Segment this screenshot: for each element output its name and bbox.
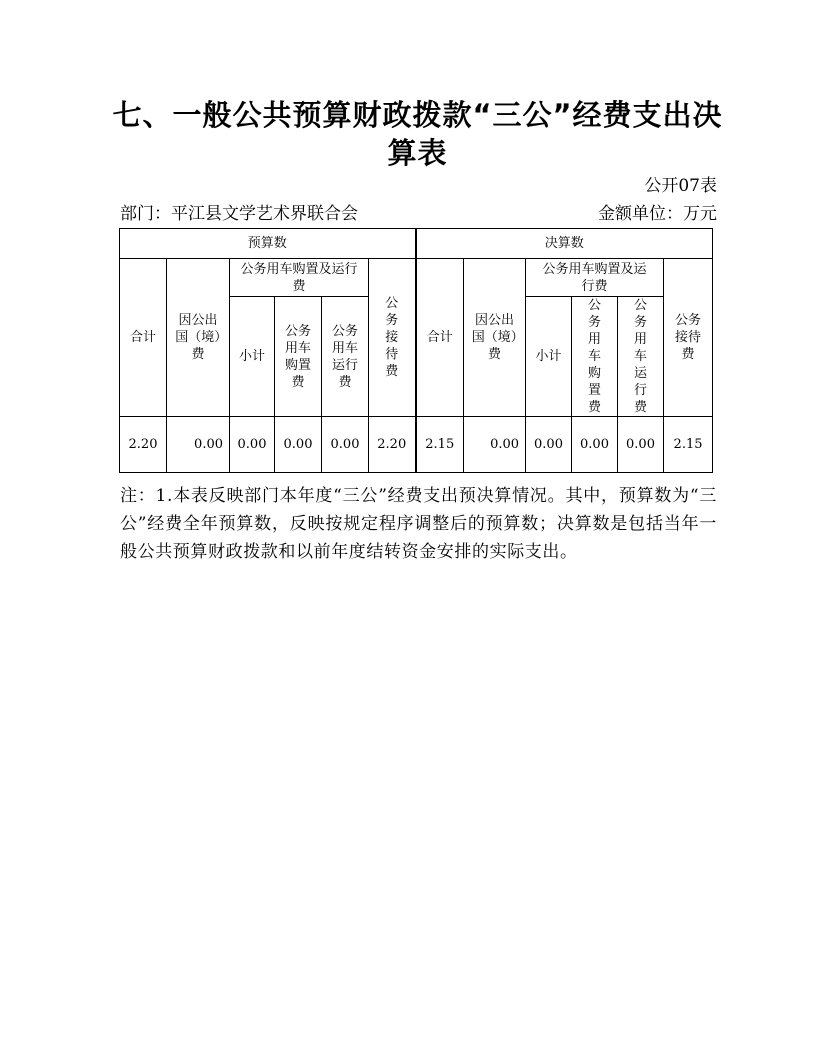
final-vehicle-operation-header: 公务用车运行费	[618, 297, 664, 417]
budget-abroad-header: 因公出国（境）费	[167, 259, 230, 417]
final-vehicle-purchase-value: 0.00	[572, 417, 618, 473]
budget-vehicle-operation-header: 公务用车运行费	[322, 297, 369, 417]
table-header-row-1	[120, 229, 713, 259]
final-vehicle-operation-value: 0.00	[618, 417, 664, 473]
final-total-value: 2.15	[416, 417, 464, 473]
final-header: 决算数	[416, 229, 713, 259]
budget-header: 预算数	[120, 229, 416, 259]
budget-vehicle-subtotal-value: 0.00	[230, 417, 275, 473]
budget-vehicle-purchase-header: 公务用车购置费	[275, 297, 322, 417]
table-code: 公开07表	[644, 176, 717, 196]
three-public-expense-table	[119, 228, 713, 473]
table-note: 注：1.本表反映部门本年度“三公”经费支出预决算情况。其中，预算数为“三公”经费全年预算数，反映按规定程序调整后的预算数；决算数是包括当年一般公共预算财政拨款和以前年度结转资金安排的实际支出。	[120, 486, 717, 562]
final-abroad-value: 0.00	[464, 417, 526, 473]
final-vehicle-group-header: 公务用车购置及运行费	[526, 259, 664, 297]
budget-total-header: 合计	[120, 259, 167, 417]
table-header-row-2	[120, 259, 713, 297]
table-row	[120, 417, 713, 473]
final-reception-value: 2.15	[664, 417, 713, 473]
budget-abroad-value: 0.00	[167, 417, 230, 473]
unit-label: 金额单位：万元	[598, 204, 717, 224]
final-total-header: 合计	[416, 259, 464, 417]
budget-reception-value: 2.20	[369, 417, 416, 473]
meta-row	[120, 202, 717, 226]
budget-vehicle-group-header: 公务用车购置及运行费	[230, 259, 369, 297]
budget-vehicle-subtotal-header: 小计	[230, 297, 275, 417]
final-reception-header: 公务接待费	[664, 259, 713, 417]
final-vehicle-subtotal-value: 0.00	[526, 417, 572, 473]
budget-vehicle-operation-value: 0.00	[322, 417, 369, 473]
final-vehicle-subtotal-header: 小计	[526, 297, 572, 417]
final-vehicle-purchase-header: 公务用车购置费	[572, 297, 618, 417]
department-label: 部门：平江县文学艺术界联合会	[120, 204, 358, 224]
final-abroad-header: 因公出国（境）费	[464, 259, 526, 417]
budget-reception-header: 公务接待费	[369, 259, 416, 417]
budget-total-value: 2.20	[120, 417, 167, 473]
page-title: 七、一般公共预算财政拨款“三公”经费支出决算表	[112, 98, 723, 170]
budget-vehicle-purchase-value: 0.00	[275, 417, 322, 473]
